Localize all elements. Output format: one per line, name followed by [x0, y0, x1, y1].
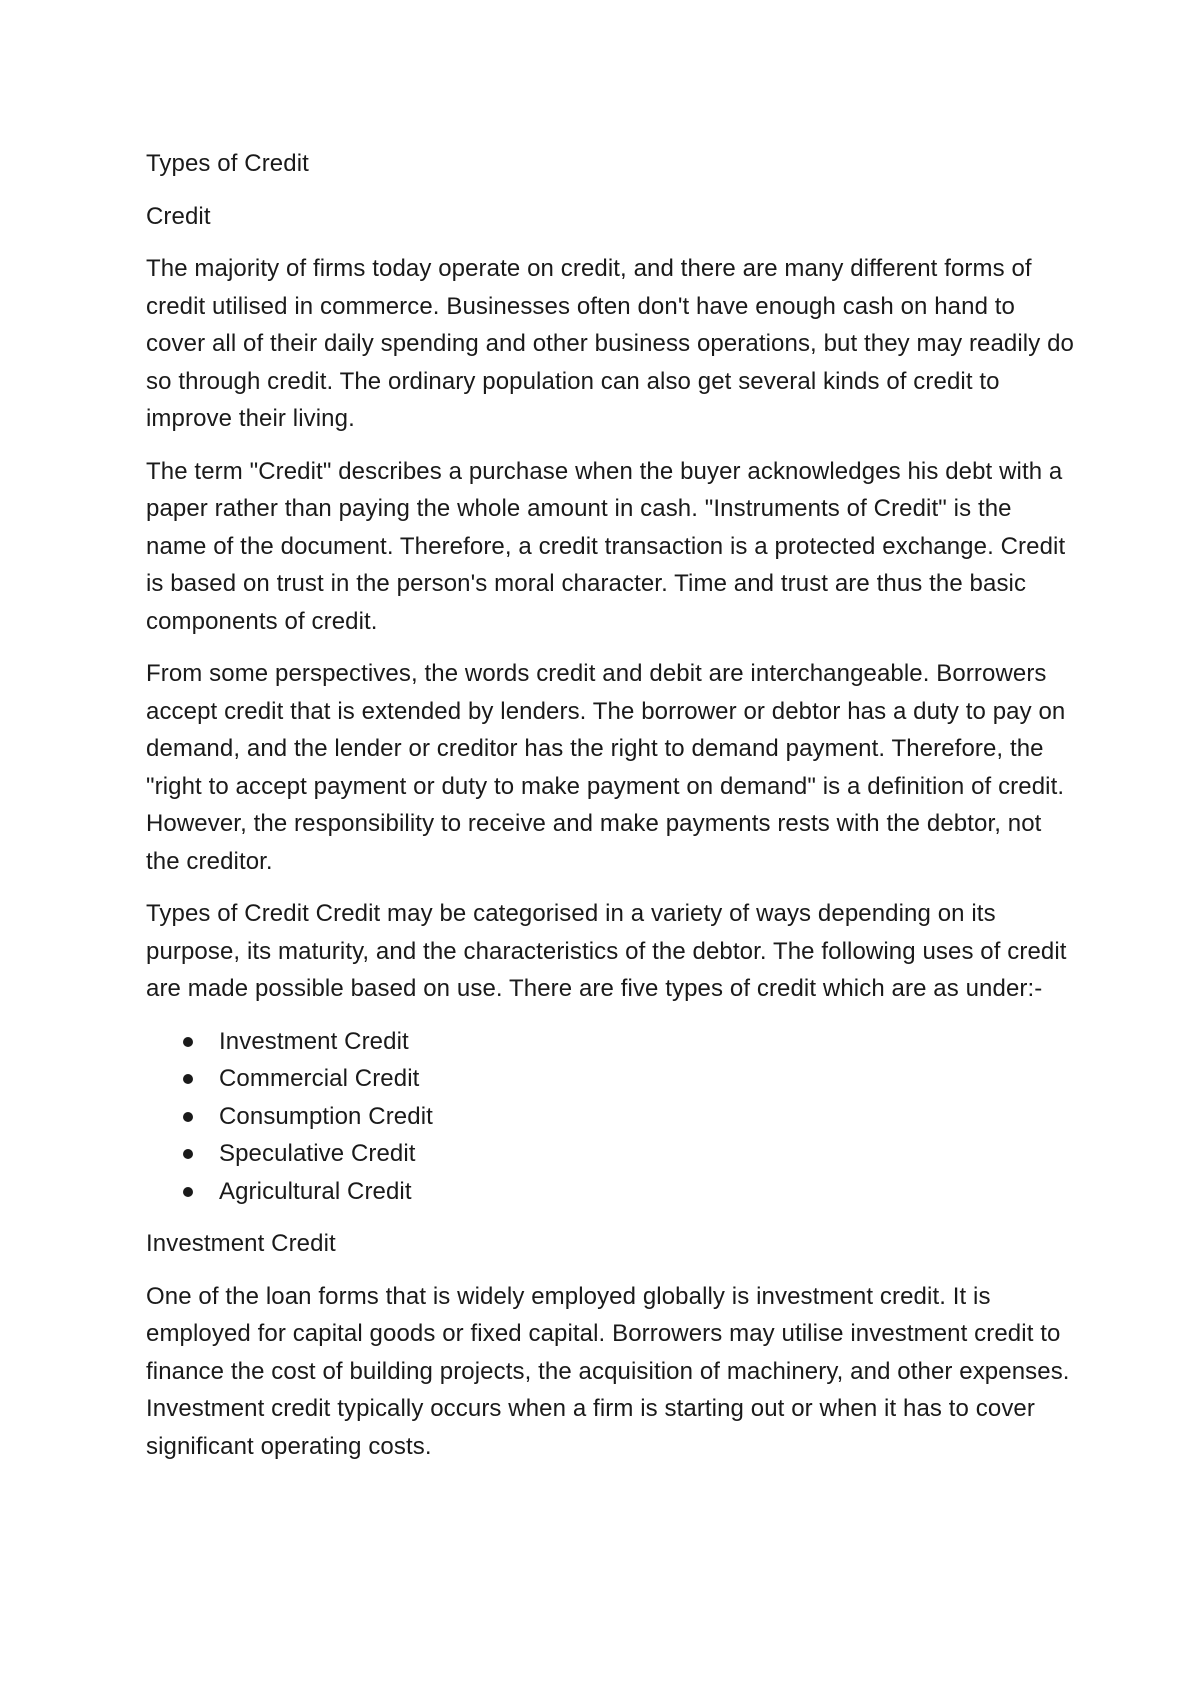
bullet-icon: [183, 1112, 193, 1122]
bullet-icon: [183, 1074, 193, 1084]
list-item-label: Investment Credit: [219, 1027, 409, 1055]
list-item-label: Commercial Credit: [219, 1065, 420, 1092]
bullet-icon: [183, 1187, 193, 1197]
document-body: [146, 145, 1076, 1480]
list-item-label: Agricultural Credit: [219, 1177, 412, 1205]
list-item: [146, 1023, 1076, 1061]
list-item: [146, 1060, 1076, 1098]
paragraph: Types of Credit Credit may be categorised in a variety of ways depending on its purpose, its maturity, and the characteristics of the debtor. The following uses of credit are made possible based on use. There are five types of credit which are as under:-: [146, 900, 1067, 1002]
bullet-icon: [183, 1037, 193, 1047]
list-item: [146, 1135, 1076, 1173]
section-heading-investment-credit: Investment Credit: [146, 1230, 336, 1257]
paragraph: The majority of firms today operate on credit, and there are many different forms of credit utilised in commerce. Businesses often don't have enough cash on hand to cover all of their daily spending and other business operations, but they may readily do so through credit. The ordinary population can also get several kinds of credit to improve their living.: [146, 255, 1075, 432]
paragraph: The term "Credit" describes a purchase when the buyer acknowledges his debt with a paper rather than paying the whole amount in cash. "Instruments of Credit" is the name of the document. Therefore, a credit transaction is a protected exchange. Credit is based on trust in the person's moral character. Time and trust are thus the basic components of credit.: [146, 457, 1066, 635]
list-item-label: Speculative Credit: [219, 1140, 416, 1167]
paragraph: From some perspectives, the words credit and debit are interchangeable. Borrowers accept credit that is extended by lenders. The borrower or debtor has a duty to pay on demand, and the lender or creditor has the right to demand payment. Therefore, the "right to accept payment or duty to make payment on demand" is a definition of credit. However, the responsibility to receive and make payments rests with the debtor, not the creditor.: [146, 660, 1066, 875]
document-title: Types of Credit: [146, 150, 309, 177]
section-heading-credit: Credit: [146, 202, 211, 230]
list-item-label: Consumption Credit: [219, 1102, 433, 1130]
paragraph: One of the loan forms that is widely employed globally is investment credit. It is employed for capital goods or fixed capital. Borrowers may utilise investment credit to finance the cost of building projects, the acquisition of machinery, and other expenses. Investment credit typically occurs when a firm is starting out or when it has to cover significant operating costs.: [146, 1282, 1070, 1460]
bullet-icon: [183, 1149, 193, 1159]
credit-types-list: [146, 1023, 1076, 1211]
list-item: [146, 1173, 1076, 1211]
list-item: [146, 1098, 1076, 1136]
